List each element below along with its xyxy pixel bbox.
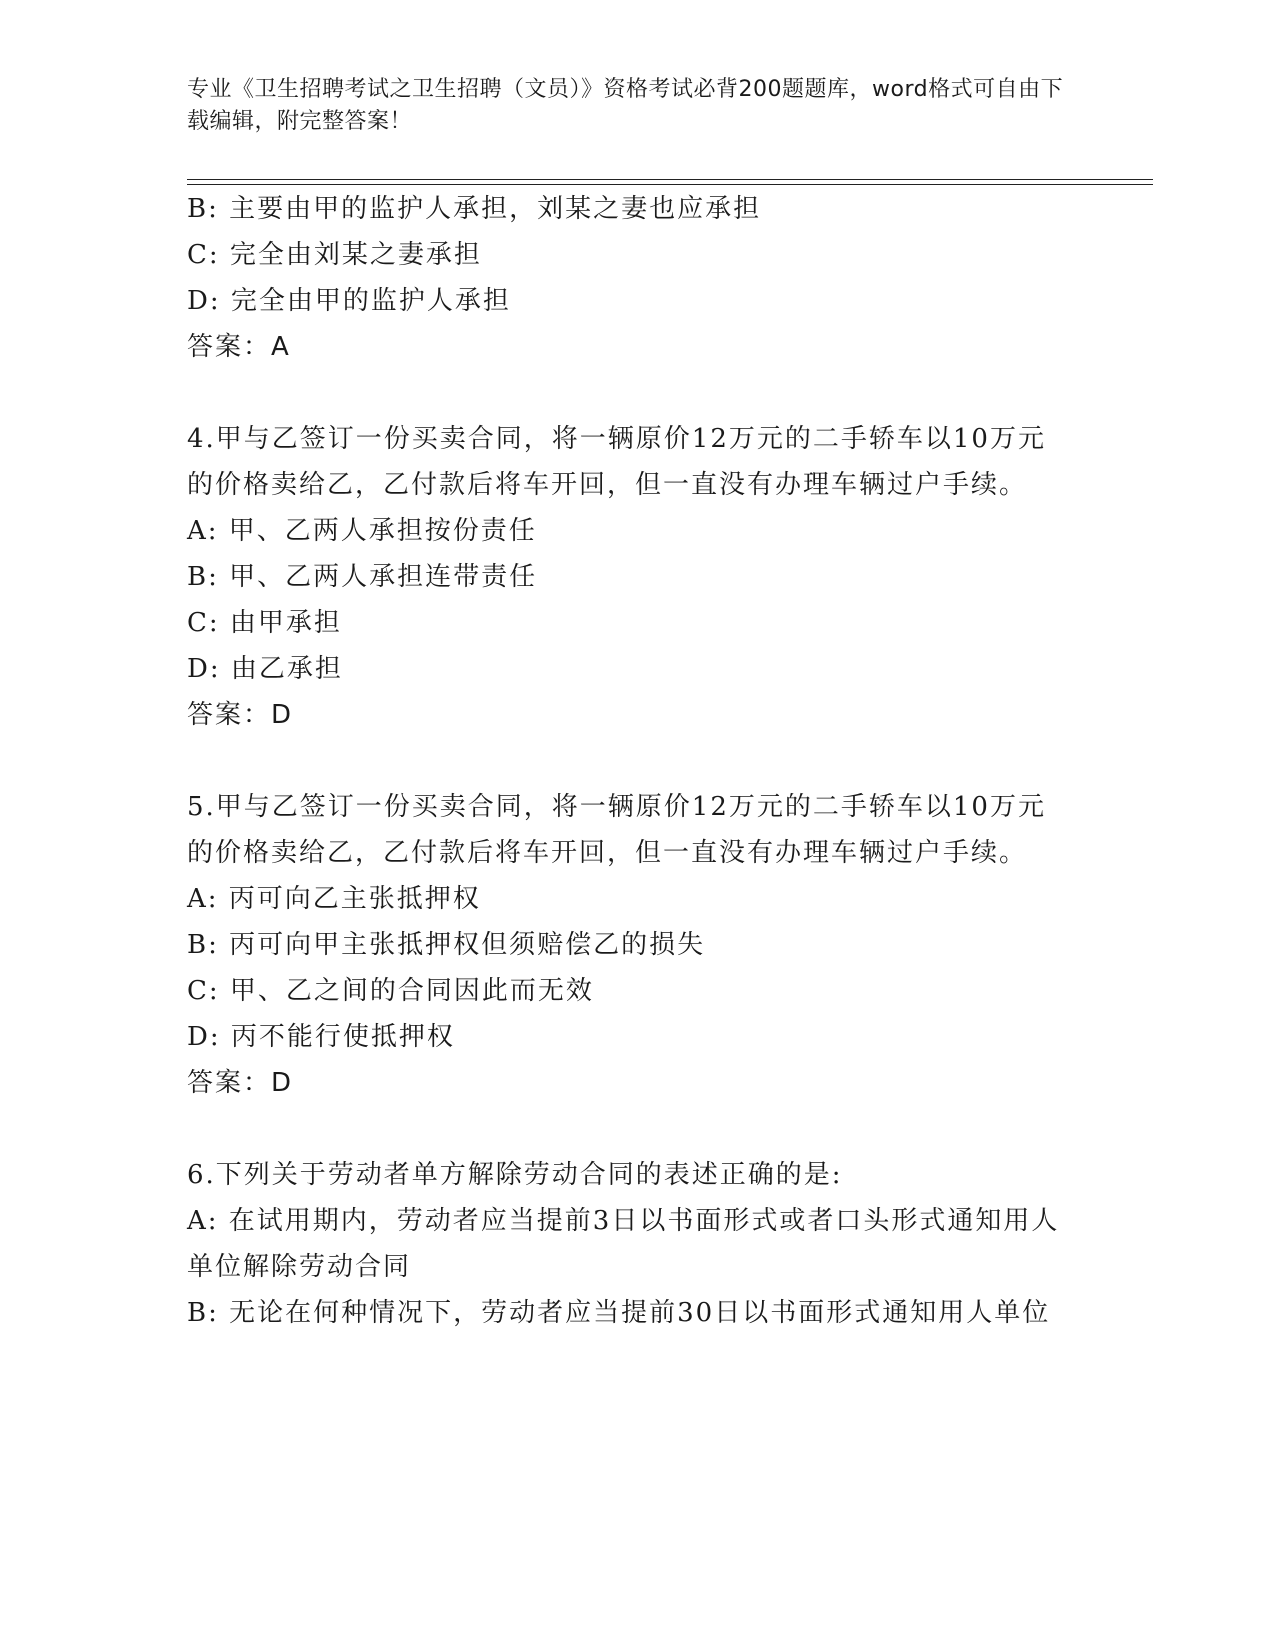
answer-line: 答案：A: [187, 332, 291, 362]
question-stem: 6.下列关于劳动者单方解除劳动合同的表述正确的是:: [187, 1160, 843, 1190]
option-b: B: 甲、乙两人承担连带责任: [187, 562, 538, 592]
option-c: C: 完全由刘某之妻承担: [187, 240, 482, 270]
header-title: 专业《卫生招聘考试之卫生招聘（文员）》资格考试必背200题题库，word格式可自由下载编辑，附完整答案！: [187, 77, 1064, 134]
option-a: A: 丙可向乙主张抵押权: [187, 884, 481, 914]
option-a: A: 在试用期内，劳动者应当提前3日以书面形式或者口头形式通知用人单位解除劳动合同: [187, 1206, 1060, 1282]
document-body: [187, 186, 1067, 1336]
answer-line: 答案：D: [187, 1068, 294, 1098]
option-b: B: 无论在何种情况下，劳动者应当提前30日以书面形式通知用人单位: [187, 1298, 1051, 1328]
spacer: [187, 1106, 1067, 1152]
question-stem: 4.甲与乙签订一份买卖合同，将一辆原价12万元的二手轿车以10万元的价格卖给乙，乙付款后将车开回，但一直没有办理车辆过户手续。: [187, 424, 1046, 500]
question-5: [187, 784, 1067, 1106]
question-6: [187, 1152, 1067, 1336]
question-3-continuation: [187, 186, 1067, 370]
option-a: A: 甲、乙两人承担按份责任: [187, 516, 537, 546]
option-b: B: 丙可向甲主张抵押权但须赔偿乙的损失: [187, 930, 706, 960]
option-d: D: 完全由甲的监护人承担: [187, 286, 511, 316]
spacer: [187, 738, 1067, 784]
header-rule-bottom: [187, 184, 1153, 185]
option-d: D: 由乙承担: [187, 654, 343, 684]
option-d: D: 丙不能行使抵押权: [187, 1022, 455, 1052]
answer-line: 答案：D: [187, 700, 294, 730]
header-rule-top: [187, 179, 1153, 180]
document-header: [187, 74, 1067, 138]
spacer: [187, 370, 1067, 416]
option-c: C: 甲、乙之间的合同因此而无效: [187, 976, 594, 1006]
option-c: C: 由甲承担: [187, 608, 342, 638]
option-b: B: 主要由甲的监护人承担，刘某之妻也应承担: [187, 194, 762, 224]
question-4: [187, 416, 1067, 738]
question-stem: 5.甲与乙签订一份买卖合同，将一辆原价12万元的二手轿车以10万元的价格卖给乙，乙付款后将车开回，但一直没有办理车辆过户手续。: [187, 792, 1046, 868]
